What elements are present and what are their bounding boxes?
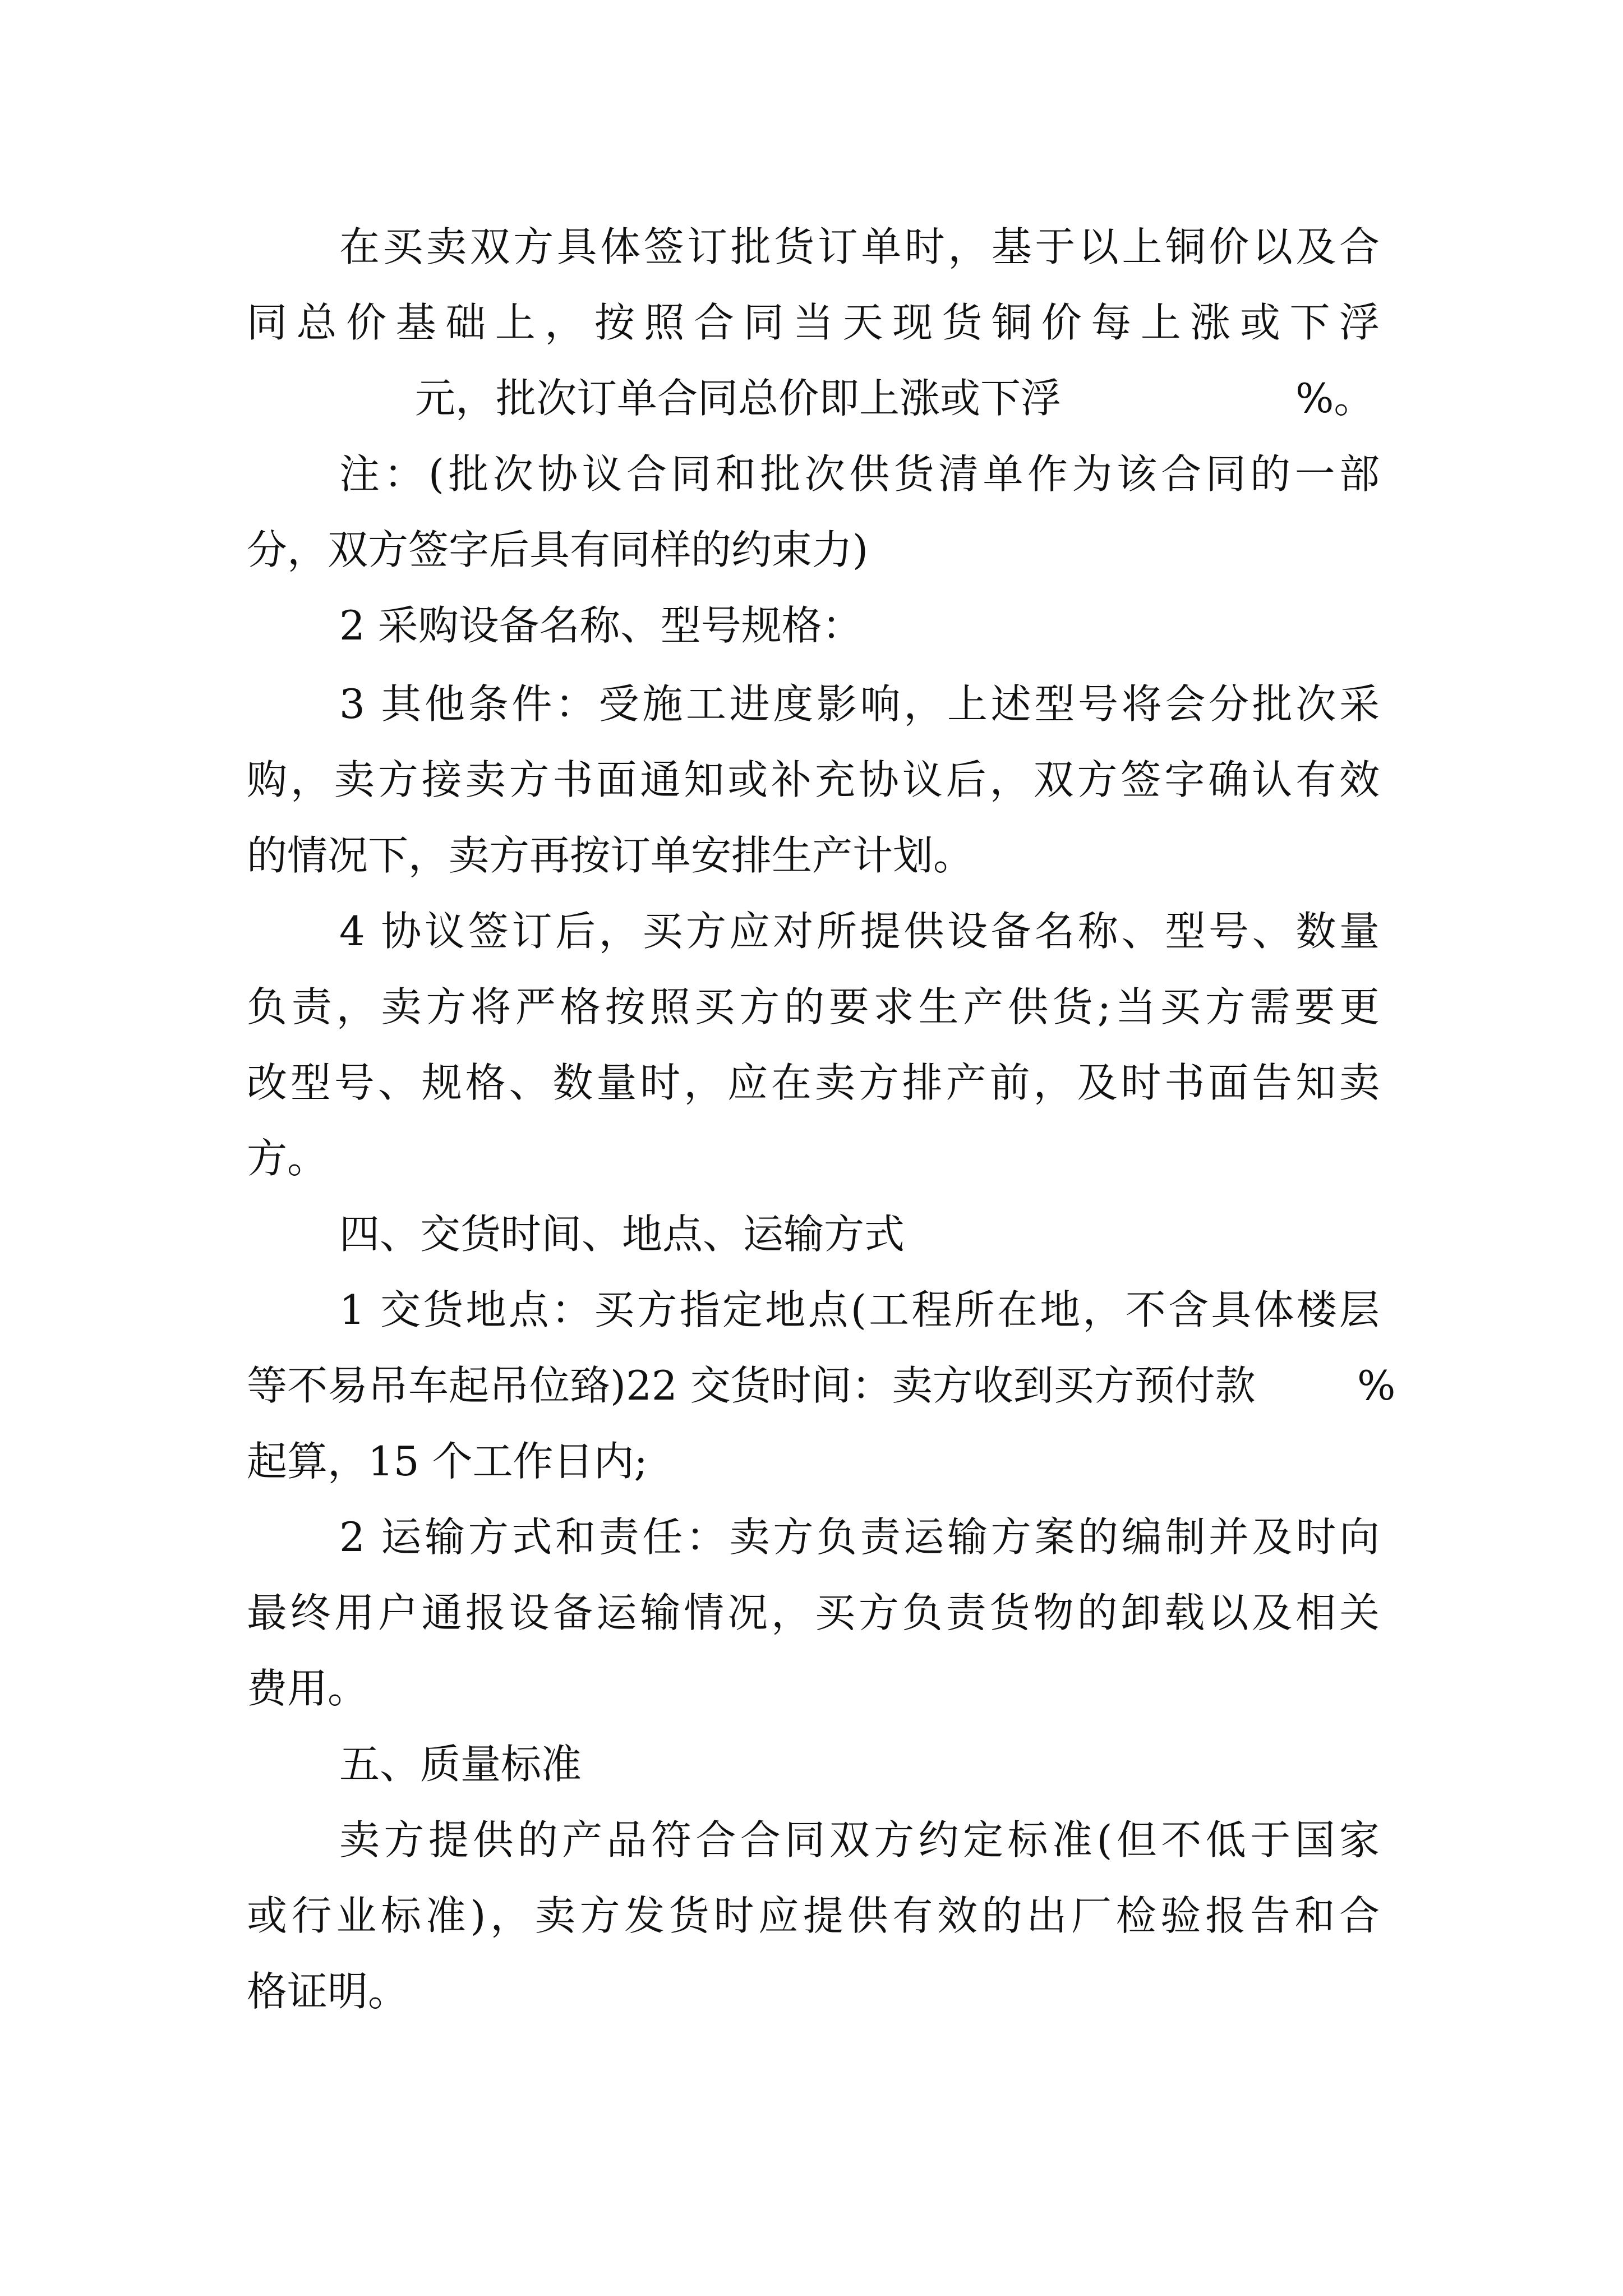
text-line: 同总价基础上，按照合同当天现货铜价每上涨或下浮 <box>247 299 1380 346</box>
text-line: 3 其他条件：受施工进度影响，上述型号将会分批次采 <box>339 680 1380 728</box>
text-line: 2 采购设备名称、型号规格： <box>339 602 863 649</box>
text-line: 分，双方签字后具有同样的约束力) <box>247 526 869 573</box>
section-heading: 四、交货时间、地点、运输方式 <box>339 1211 905 1258</box>
section-heading: 五、质量标准 <box>339 1741 582 1788</box>
text-line: 方。 <box>247 1135 328 1182</box>
text-line: 等不易吊车起吊位臵)22 交货时间：卖方收到买方预付款 <box>247 1362 1256 1409</box>
text-line: 注：(批次协议合同和批次供货清单作为该合同的一部 <box>339 450 1380 498</box>
text-line: 2 运输方式和责任：卖方负责运输方案的编制并及时向 <box>339 1513 1380 1561</box>
text-line: 的情况下，卖方再按订单安排生产计划。 <box>247 832 974 879</box>
text-line: 改型号、规格、数量时，应在卖方排产前，及时书面告知卖 <box>247 1059 1380 1106</box>
text-line: 费用。 <box>247 1665 368 1712</box>
text-line: 卖方提供的产品符合合同双方约定标准(但不低于国家 <box>339 1816 1380 1864</box>
text-line: %。 <box>1295 375 1375 422</box>
text-line: 或行业标准)，卖方发货时应提供有效的出厂检验报告和合 <box>247 1892 1380 1939</box>
text-line: 负责，卖方将严格按照买方的要求生产供货;当买方需要更 <box>247 983 1380 1030</box>
text-line: % <box>1357 1362 1396 1409</box>
text-line: 格证明。 <box>247 1968 409 2015</box>
text-line: 1 交货地点：买方指定地点(工程所在地，不含具体楼层 <box>339 1286 1380 1333</box>
text-line: 最终用户通报设备运输情况，买方负责货物的卸载以及相关 <box>247 1589 1380 1636</box>
text-line: 起算，15 个工作日内; <box>247 1438 648 1485</box>
text-line: 购，卖方接卖方书面通知或补充协议后，双方签字确认有效 <box>247 756 1380 803</box>
text-line: 元，批次订单合同总价即上涨或下浮 <box>415 375 1062 422</box>
text-line: 4 协议签订后，买方应对所提供设备名称、型号、数量 <box>339 908 1380 955</box>
text-line: 在买卖双方具体签订批货订单时，基于以上铜价以及合 <box>339 223 1380 270</box>
